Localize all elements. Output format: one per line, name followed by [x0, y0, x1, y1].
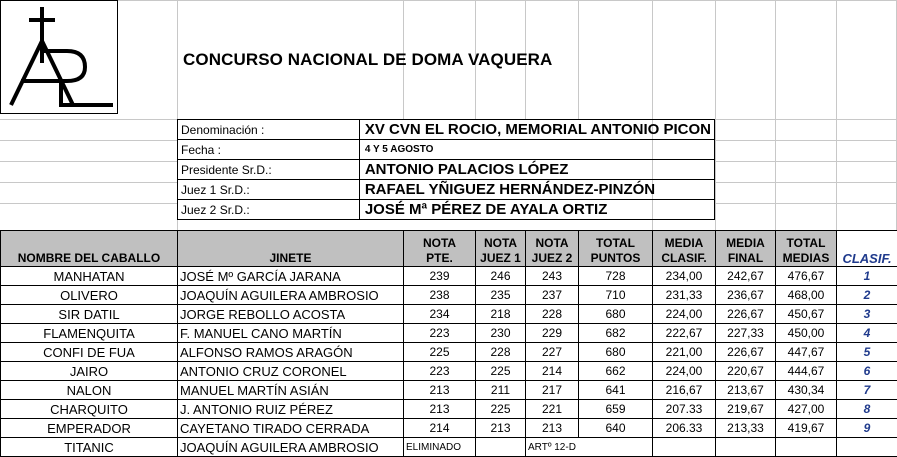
cell-nota-juez1: 211 [476, 381, 526, 400]
cell-clasif: 7 [837, 381, 897, 400]
cell-total-medias: 450,00 [776, 324, 837, 343]
table-row [1, 343, 897, 362]
cell-media-clasif: 221,00 [653, 343, 716, 362]
cell-caballo: SIR DATIL [1, 305, 178, 324]
cell-caballo: MANHATAN [1, 267, 178, 286]
cell-media-final: 219,67 [716, 400, 776, 419]
cell-nota-pte: 239 [404, 267, 476, 286]
header-clasif: CLASIF. [837, 231, 897, 267]
cell-media-clasif: 206.33 [653, 419, 716, 438]
table-row [1, 324, 897, 343]
header-total-medias: TOTAL MEDIAS [776, 231, 837, 267]
results-table [0, 230, 897, 457]
cell-total-puntos: 659 [579, 400, 653, 419]
cell-media-clasif: 231,33 [653, 286, 716, 305]
header-total-puntos: TOTAL PUNTOS [579, 231, 653, 267]
cell-empty [776, 438, 837, 457]
info-row-presidente [178, 160, 715, 180]
cell-nota-juez2: 214 [526, 362, 579, 381]
cell-media-clasif: 224,00 [653, 305, 716, 324]
cell-nota-pte: 213 [404, 381, 476, 400]
info-value: 4 Y 5 AGOSTO [359, 140, 714, 160]
cell-total-medias: 444,67 [776, 362, 837, 381]
cell-media-clasif: 207.33 [653, 400, 716, 419]
cell-jinete: JOAQUÍN AGUILERA AMBROSIO [178, 438, 404, 457]
cell-media-final: 213,33 [716, 419, 776, 438]
cell-total-medias: 450,67 [776, 305, 837, 324]
cell-total-puntos: 640 [579, 419, 653, 438]
cell-media-final: 226,67 [716, 305, 776, 324]
cross-logo-icon [1, 1, 117, 113]
cell-caballo: CHARQUITO [1, 400, 178, 419]
info-value: RAFAEL YÑIGUEZ HERNÁNDEZ-PINZÓN [359, 180, 714, 200]
info-label: Presidente Sr.D.: [178, 160, 360, 180]
header-caballo: NOMBRE DEL CABALLO [1, 231, 178, 267]
header-nota-juez2: NOTA JUEZ 2 [526, 231, 579, 267]
cell-caballo: OLIVERO [1, 286, 178, 305]
cell-nota-juez2: 243 [526, 267, 579, 286]
cell-nota-pte: 223 [404, 324, 476, 343]
table-row [1, 362, 897, 381]
cell-caballo: NALON [1, 381, 178, 400]
cell-nota-juez2: 227 [526, 343, 579, 362]
cell-empty [653, 438, 716, 457]
cell-clasif: 8 [837, 400, 897, 419]
info-value: ANTONIO PALACIOS LÓPEZ [359, 160, 714, 180]
cell-caballo: TITANIC [1, 438, 178, 457]
cell-nota-pte: 223 [404, 362, 476, 381]
cell-status: ELIMINADO [404, 438, 476, 457]
cell-nota-juez1: 235 [476, 286, 526, 305]
page-title: CONCURSO NACIONAL DE DOMA VAQUERA [183, 50, 552, 70]
cell-nota-juez2: 221 [526, 400, 579, 419]
cell-nota-juez2: 217 [526, 381, 579, 400]
cell-caballo: CONFI DE FUA [1, 343, 178, 362]
cell-empty [837, 438, 897, 457]
cell-clasif: 3 [837, 305, 897, 324]
info-row-juez1 [178, 180, 715, 200]
cell-jinete: J. ANTONIO RUIZ PÉREZ [178, 400, 404, 419]
table-row [1, 267, 897, 286]
info-label: Juez 1 Sr.D.: [178, 180, 360, 200]
cell-media-clasif: 224,00 [653, 362, 716, 381]
header-nota-pte: NOTA PTE. [404, 231, 476, 267]
cell-nota-pte: 225 [404, 343, 476, 362]
table-row-eliminated [1, 438, 897, 457]
cell-clasif: 6 [837, 362, 897, 381]
cell-nota-pte: 238 [404, 286, 476, 305]
header-jinete: JINETE [178, 231, 404, 267]
event-info [177, 119, 715, 220]
table-row [1, 305, 897, 324]
cell-caballo: JAIRO [1, 362, 178, 381]
cell-nota-juez1: 218 [476, 305, 526, 324]
cell-empty [476, 438, 526, 457]
info-label: Juez 2 Sr.D.: [178, 200, 360, 220]
cell-clasif: 5 [837, 343, 897, 362]
info-row-fecha [178, 140, 715, 160]
cell-nota-juez2: 228 [526, 305, 579, 324]
cell-nota-juez1: 230 [476, 324, 526, 343]
cell-caballo: FLAMENQUITA [1, 324, 178, 343]
cell-nota-juez1: 228 [476, 343, 526, 362]
cell-total-puntos: 680 [579, 343, 653, 362]
info-label: Denominación : [178, 120, 360, 140]
info-value: JOSÉ Mª PÉREZ DE AYALA ORTIZ [359, 200, 714, 220]
cell-jinete: JORGE REBOLLO ACOSTA [178, 305, 404, 324]
cell-media-clasif: 216,67 [653, 381, 716, 400]
cell-nota-pte: 213 [404, 400, 476, 419]
info-value: XV CVN EL ROCIO, MEMORIAL ANTONIO PICON [359, 120, 714, 140]
table-row [1, 419, 897, 438]
table-header-row [1, 231, 897, 267]
cell-media-final: 227,33 [716, 324, 776, 343]
cell-total-puntos: 728 [579, 267, 653, 286]
cell-jinete: JOAQUÍN AGUILERA AMBROSIO [178, 286, 404, 305]
cell-media-final: 236,67 [716, 286, 776, 305]
cell-total-puntos: 641 [579, 381, 653, 400]
cell-total-medias: 430,34 [776, 381, 837, 400]
logo [0, 0, 118, 114]
cell-total-medias: 419,67 [776, 419, 837, 438]
info-label: Fecha : [178, 140, 360, 160]
cell-total-medias: 427,00 [776, 400, 837, 419]
cell-clasif: 2 [837, 286, 897, 305]
header-media-clasif: MEDIA CLASIF. [653, 231, 716, 267]
cell-nota-juez2: 213 [526, 419, 579, 438]
header-media-final: MEDIA FINAL [716, 231, 776, 267]
cell-media-clasif: 222,67 [653, 324, 716, 343]
cell-total-medias: 468,00 [776, 286, 837, 305]
cell-jinete: MANUEL MARTÍN ASIÁN [178, 381, 404, 400]
table-row [1, 381, 897, 400]
cell-jinete: ALFONSO RAMOS ARAGÓN [178, 343, 404, 362]
info-row-denominacion [178, 120, 715, 140]
info-row-juez2 [178, 200, 715, 220]
cell-media-final: 226,67 [716, 343, 776, 362]
cell-total-medias: 447,67 [776, 343, 837, 362]
table-row [1, 400, 897, 419]
cell-jinete: ANTONIO CRUZ CORONEL [178, 362, 404, 381]
cell-clasif: 9 [837, 419, 897, 438]
cell-jinete: JOSÉ Mº GARCÍA JARANA [178, 267, 404, 286]
cell-total-medias: 476,67 [776, 267, 837, 286]
cell-caballo: EMPERADOR [1, 419, 178, 438]
cell-media-final: 213,67 [716, 381, 776, 400]
header-nota-juez1: NOTA JUEZ 1 [476, 231, 526, 267]
cell-nota-juez1: 213 [476, 419, 526, 438]
cell-nota-pte: 214 [404, 419, 476, 438]
cell-jinete: CAYETANO TIRADO CERRADA [178, 419, 404, 438]
cell-total-puntos: 710 [579, 286, 653, 305]
cell-nota-juez2: 237 [526, 286, 579, 305]
cell-clasif: 1 [837, 267, 897, 286]
cell-nota-juez1: 225 [476, 400, 526, 419]
cell-media-clasif: 234,00 [653, 267, 716, 286]
cell-nota-juez1: 225 [476, 362, 526, 381]
cell-clasif: 4 [837, 324, 897, 343]
cell-nota-juez1: 246 [476, 267, 526, 286]
cell-total-puntos: 680 [579, 305, 653, 324]
cell-empty [716, 438, 776, 457]
cell-media-final: 242,67 [716, 267, 776, 286]
table-row [1, 286, 897, 305]
cell-media-final: 220,67 [716, 362, 776, 381]
cell-total-puntos: 662 [579, 362, 653, 381]
cell-nota-pte: 234 [404, 305, 476, 324]
cell-note: ARTº 12-D [526, 438, 653, 457]
results-body [1, 267, 897, 457]
cell-total-puntos: 682 [579, 324, 653, 343]
cell-nota-juez2: 229 [526, 324, 579, 343]
cell-jinete: F. MANUEL CANO MARTÍN [178, 324, 404, 343]
